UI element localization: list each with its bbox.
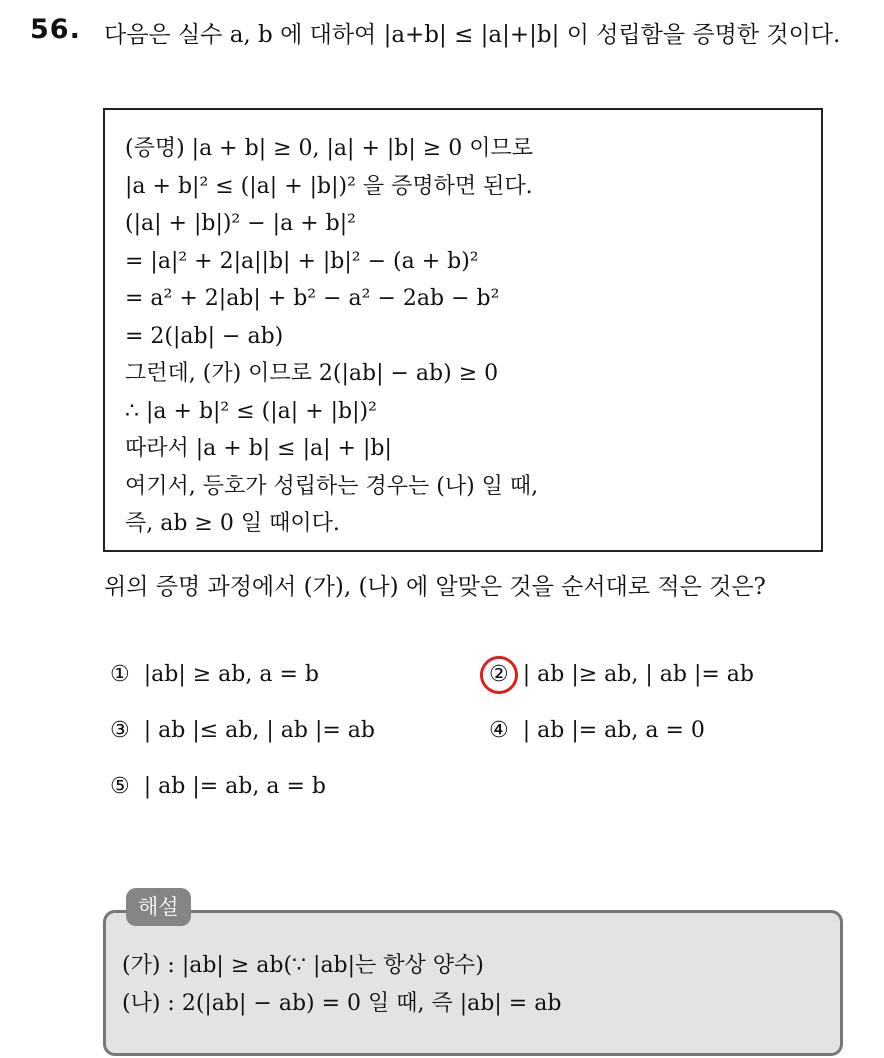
choice-number: ⑤: [110, 774, 130, 799]
proof-line: ∴ |a + b|² ≤ (|a| + |b|)²: [125, 398, 377, 424]
proof-lines: [125, 130, 538, 543]
proof-line: 즉, ab ≥ 0 일 때이다.: [125, 511, 340, 536]
proof-line: = 2(|ab| − ab): [125, 323, 284, 349]
choice-number: ③: [110, 718, 130, 743]
choice-text: |ab| ≥ ab, a = b: [143, 662, 319, 687]
proof-line: = a² + 2|ab| + b² − a² − 2ab − b²: [125, 286, 500, 311]
question-text: 다음은 실수 a, b 에 대하여 |a+b| ≤ |a|+|b| 이 성립함을 증명한 것이다.: [104, 22, 841, 48]
choice-4[interactable]: [489, 718, 705, 743]
proof-line: |a + b|² ≤ (|a| + |b|)² 을 증명하면 된다.: [125, 173, 533, 199]
answer-circle-mark: [478, 654, 521, 697]
choice-text: | ab |≤ ab, | ab |= ab: [143, 718, 375, 743]
question-number: 56.: [30, 14, 81, 45]
proof-box: [103, 108, 823, 552]
proof-line: (|a| + |b|)² − |a + b|²: [125, 211, 356, 236]
choice-text: | ab |= ab, a = b: [143, 774, 326, 799]
choice-number: ④: [489, 718, 509, 743]
choice-text: | ab |= ab, a = 0: [522, 718, 705, 743]
choice-text: | ab |≥ ab, | ab |= ab: [522, 662, 754, 687]
choice-3[interactable]: [110, 718, 375, 743]
choice-number: ②: [489, 662, 509, 687]
solution-tab: 해설: [126, 888, 191, 926]
proof-line: 여기서, 등호가 성립하는 경우는 (나) 일 때,: [125, 473, 539, 499]
choice-2[interactable]: [489, 662, 754, 687]
proof-line: 따라서 |a + b| ≤ |a| + |b|: [125, 436, 392, 461]
choice-1[interactable]: [110, 662, 319, 687]
proof-line: 그런데, (가) 이므로 2(|ab| − ab) ≥ 0: [125, 361, 499, 386]
question-prompt: 위의 증명 과정에서 (가), (나) 에 알맞은 것을 순서대로 적은 것은?: [104, 574, 766, 600]
proof-line: = |a|² + 2|a||b| + |b|² − (a + b)²: [125, 248, 479, 274]
choice-5[interactable]: [110, 774, 326, 799]
proof-line: (증명) |a + b| ≥ 0, |a| + |b| ≥ 0 이므로: [125, 136, 533, 161]
solution-line: (나) : 2(|ab| − ab) = 0 일 때, 즉 |ab| = ab: [122, 991, 562, 1016]
solution-lines: [122, 947, 561, 1023]
choice-number: ①: [110, 662, 130, 687]
solution-line: (가) : |ab| ≥ ab(∵ |ab|는 항상 양수): [122, 953, 484, 978]
